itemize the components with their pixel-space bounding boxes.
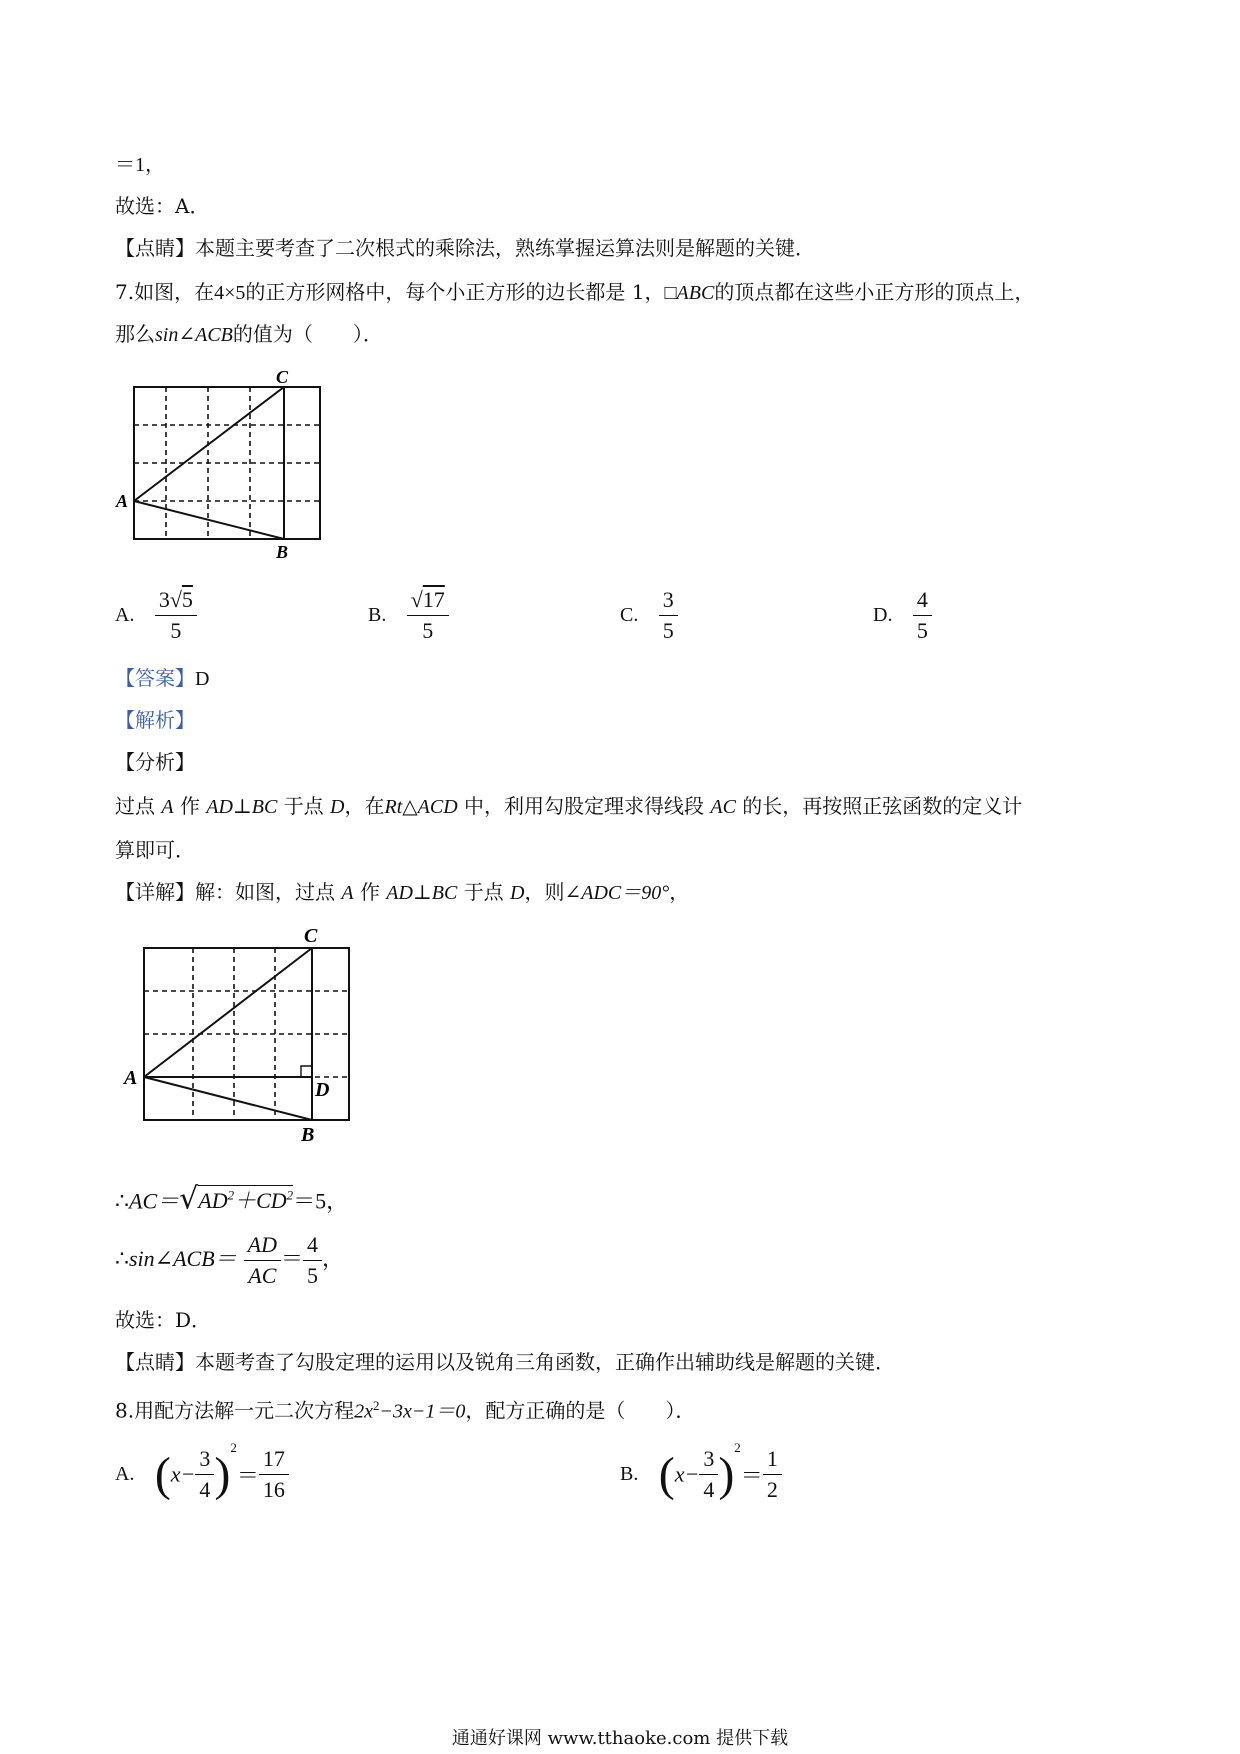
answer-line: 【答案】D xyxy=(115,666,210,690)
figure-2-label-d: D xyxy=(315,1079,330,1101)
figure-1-label-b: B xyxy=(276,542,289,562)
figure-2-label-c: C xyxy=(304,925,318,947)
page-footer: 通通好课网 www.tthaoke.com 提供下载 xyxy=(451,1728,789,1749)
detail-line: 【详解】解：如图，过点 A 作 AD⊥BC 于点 D，则∠ADC＝90°， xyxy=(115,880,690,904)
option-7c: C. $\frac{3}{5}$ xyxy=(620,585,678,646)
choose-line: 故选：D． xyxy=(115,1308,212,1332)
option-8a: A. (x− $\frac{3}{4}$ )$^2$＝ $\frac{17}{16}$ xyxy=(115,1440,289,1505)
fenxi-heading: 【分析】 xyxy=(115,750,195,774)
question-7-line-2: 那么sin∠ACB的值为（ ）． xyxy=(115,322,383,346)
note-line-2: 【点睛】本题考查了勾股定理的运用以及锐角三角函数，正确作出辅助线是解题的关键． xyxy=(115,1350,895,1374)
grid-figure-2 xyxy=(120,920,360,1145)
text-line-2: 故选：A． xyxy=(115,194,210,218)
grid-figure-1 xyxy=(112,365,332,565)
figure-1-label-c: C xyxy=(276,367,289,387)
option-7d: D. $\frac{4}{5}$ xyxy=(873,585,932,646)
fenxi-line-2: 算即可． xyxy=(115,838,195,862)
note-line-1: 【点睛】本题主要考查了二次根式的乘除法，熟练掌握运算法则是解题的关键． xyxy=(115,236,815,260)
option-7a: A. $\frac{3√5}{5}$ xyxy=(115,585,197,646)
option-8b: B. (x− $\frac{3}{4}$ )$^2$＝ $\frac{1}{2}$ xyxy=(620,1440,782,1505)
text-line-1: ＝1， xyxy=(115,154,165,176)
analysis-heading: 【解析】 xyxy=(115,708,195,732)
equation-sin: ∴sin∠ACB＝ $\frac{AD}{AC}$ ＝ $\frac{4}{5}$ ， xyxy=(115,1231,345,1288)
figure-2-label-b: B xyxy=(301,1124,315,1145)
option-7b: B. $\frac{√17}{5}$ xyxy=(368,585,449,646)
figure-1-label-a: A xyxy=(116,491,129,511)
question-8-line: 8.用配方法解一元二次方程$2x^2-3x-1=0$，配方正确的是（ ）． xyxy=(115,1398,696,1423)
question-7-line-1: 7.如图，在4×5的正方形网格中，每个小正方形的边长都是 1，□ABC的顶点都在这些小正方形的顶点上， xyxy=(115,280,1035,304)
figure-2-label-a: A xyxy=(124,1067,138,1089)
fenxi-line-1: 过点 A 作 AD⊥BC 于点 D，在Rt△ACD 中，利用勾股定理求得线段 AC 的长，再按照正弦函数的定义计 xyxy=(115,794,1023,818)
equation-ac: $\therefore AC=√AD^2+CD^2=5$， xyxy=(115,1181,349,1217)
